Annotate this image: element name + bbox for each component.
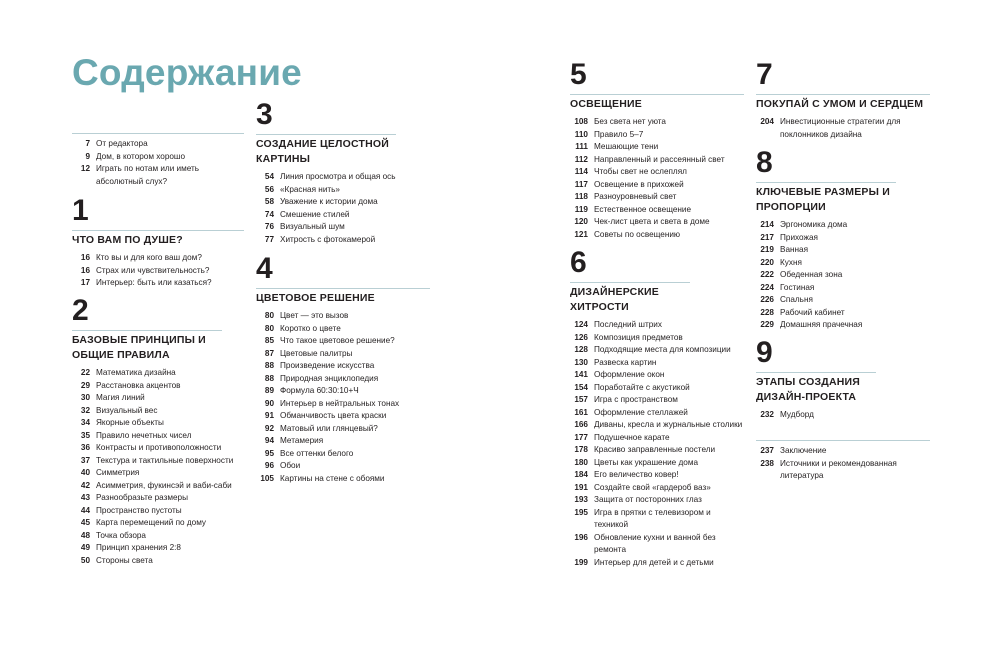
chapter-title: ЦВЕТОВОЕ РЕШЕНИЕ: [256, 288, 430, 310]
page-number: 16: [80, 265, 90, 275]
entry-title: Обои: [280, 461, 301, 470]
page-number: 42: [80, 480, 90, 490]
toc-entry: [72, 252, 244, 265]
page-number: 88: [264, 361, 274, 370]
entry-title: Природная энциклопедия: [280, 373, 379, 383]
toc-entry: [256, 323, 430, 336]
entry-title: Ванная: [780, 245, 809, 254]
entry-title: Направленный и рассеянный свет: [594, 154, 725, 164]
toc-entry: [756, 319, 930, 332]
entry-title: Спальня: [780, 295, 813, 304]
page-number: 29: [80, 380, 90, 390]
page-number: 32: [80, 405, 90, 415]
entry-title: Без света нет уюта: [594, 117, 666, 126]
entry-title: Подушечное карате: [594, 432, 670, 442]
toc-entry: [756, 219, 930, 232]
toc-entry: [570, 116, 744, 129]
toc-entry: [256, 460, 430, 473]
entry-title: Интерьер для детей и с детьми: [594, 557, 714, 567]
entry-title: Линия просмотра и общая ось: [280, 172, 396, 181]
entry-title: Защита от посторонних глаз: [594, 495, 702, 504]
page-number: 37: [80, 455, 90, 465]
toc-entry: [570, 204, 744, 217]
chapter-number: 3: [256, 98, 273, 131]
entry-title: Страх или чувствительность?: [96, 265, 210, 275]
toc-entry: [570, 494, 744, 507]
toc-entry: [756, 116, 930, 141]
entry-title: Принцип хранения 2:8: [96, 543, 181, 552]
toc-entry: [570, 154, 744, 167]
toc-entry: [256, 171, 430, 184]
toc-entry: [570, 394, 744, 407]
toc-entry: [570, 129, 744, 142]
toc-entry: [256, 234, 430, 247]
entry-title: Красиво заправленные постели: [594, 445, 716, 454]
page-number: 238: [760, 458, 774, 468]
page-title: Содержание: [72, 52, 302, 93]
chapter-number: 1: [72, 194, 89, 227]
page-number: 111: [575, 142, 588, 151]
toc-entry: [256, 348, 430, 361]
chapter-number: 5: [570, 58, 587, 91]
page-number: 232: [760, 410, 774, 419]
page-number: 224: [760, 282, 774, 292]
page-number: 74: [264, 209, 274, 219]
entry-title: Симметрия: [96, 468, 140, 477]
toc-entry: [256, 435, 430, 448]
page-number: 196: [574, 532, 588, 542]
toc-entry: [72, 138, 244, 151]
chapter-number: 7: [756, 58, 773, 91]
page-number: 118: [574, 192, 588, 201]
page-number: 87: [264, 348, 274, 358]
page-number: 114: [574, 167, 588, 176]
entry-title: Картины на стене с обоями: [280, 473, 385, 483]
entry-title: Кухня: [780, 257, 802, 267]
chapter-number: 6: [570, 246, 587, 279]
page-number: 157: [574, 395, 588, 404]
page-number: 12: [80, 164, 90, 173]
toc-list: [72, 367, 244, 567]
toc-entry: [256, 184, 430, 197]
page-number: 9: [85, 151, 90, 161]
entry-title: Пространство пустоты: [96, 505, 182, 515]
page-number: 80: [264, 311, 274, 320]
entry-title: Чтобы свет не ослеплял: [594, 167, 687, 176]
entry-title: Эргономика дома: [780, 220, 848, 229]
page-number: 91: [264, 411, 274, 420]
toc-entry: [570, 507, 744, 532]
page-number: 199: [574, 557, 588, 567]
toc-entry: [256, 221, 430, 234]
page-number: 105: [260, 473, 274, 483]
entry-title: Все оттенки белого: [280, 448, 354, 458]
chapter-number: 9: [756, 336, 773, 369]
entry-title: Хитрость с фотокамерой: [280, 234, 376, 244]
page-number: 130: [574, 357, 588, 367]
toc-entry: [72, 530, 244, 543]
page-number: 112: [574, 154, 588, 164]
entry-title: Визуальный вес: [96, 405, 158, 415]
entry-title: Игра с пространством: [594, 395, 678, 404]
entry-title: Что такое цветовое решение?: [280, 336, 395, 345]
page-number: 124: [574, 320, 588, 329]
page-number: 92: [264, 423, 274, 433]
toc-entry: [256, 423, 430, 436]
toc-list: [756, 445, 930, 483]
entry-title: Кто вы и для кого ваш дом?: [96, 253, 202, 262]
entry-title: Подходящие места для композиции: [594, 345, 731, 354]
page-number: 126: [574, 332, 588, 342]
toc-entry: [570, 344, 744, 357]
page-number: 228: [760, 307, 774, 317]
entry-title: Чек-лист цвета и света в доме: [594, 217, 710, 226]
page-number: 45: [80, 518, 90, 527]
toc-entry: [570, 407, 744, 420]
entry-title: Математика дизайна: [96, 368, 176, 377]
toc-chapter-6: [570, 248, 744, 569]
entry-title: Домашняя прачечная: [780, 320, 863, 329]
toc-entry: [570, 444, 744, 457]
page-number: 219: [760, 245, 774, 254]
toc-entry: [256, 360, 430, 373]
toc-entry: [570, 216, 744, 229]
toc-entry: [256, 335, 430, 348]
page-number: 121: [574, 229, 588, 239]
entry-title: Расстановка акцентов: [96, 380, 181, 390]
entry-title: Обманчивость цвета краски: [280, 411, 387, 420]
toc-entry: [756, 232, 930, 245]
entry-title: Поработайте с акустикой: [594, 382, 690, 392]
entry-title: Естественное освещение: [594, 204, 692, 214]
toc-entry: [72, 367, 244, 380]
toc-list: [756, 409, 930, 422]
toc-entry: [570, 229, 744, 242]
toc-entry: [256, 448, 430, 461]
entry-title: Визуальный шум: [280, 222, 345, 231]
page-number: 229: [760, 320, 774, 329]
chapter-title: ПОКУПАЙ С УМОМ И СЕРДЦЕМ: [756, 94, 930, 116]
toc-entry: [570, 482, 744, 495]
chapter-number: 4: [256, 252, 273, 285]
toc-entry: [72, 555, 244, 568]
toc-list: [756, 219, 930, 332]
toc-list: [72, 252, 244, 290]
toc-entry: [756, 307, 930, 320]
page-number: 154: [574, 382, 588, 392]
toc-entry: [72, 265, 244, 278]
page-number: 180: [574, 457, 588, 467]
toc-chapter-3: [256, 100, 430, 246]
toc-entry: [756, 257, 930, 270]
toc-chapter-8: [756, 148, 930, 332]
entry-title: Якорные объекты: [96, 418, 164, 427]
page-number: 217: [760, 232, 774, 242]
page-number: 94: [264, 436, 274, 445]
entry-title: Коротко о цвете: [280, 323, 341, 333]
page-number: 7: [85, 139, 90, 148]
page-number: 193: [574, 495, 588, 504]
toc-entry: [570, 179, 744, 192]
toc-entry: [72, 151, 244, 164]
page-number: 89: [264, 386, 274, 395]
page-number: 49: [80, 543, 90, 552]
page-number: 96: [264, 461, 274, 470]
entry-title: Освещение в прихожей: [594, 179, 684, 189]
page-number: 35: [80, 430, 90, 440]
toc-entry: [570, 532, 744, 557]
toc-entry: [256, 473, 430, 486]
page-number: 95: [264, 448, 274, 458]
entry-title: Разнообразьте размеры: [96, 493, 188, 502]
entry-title: Последний штрих: [594, 320, 662, 329]
entry-title: Цветовые палитры: [280, 348, 353, 358]
toc-entry: [756, 445, 930, 458]
toc-entry: [570, 369, 744, 382]
toc-entry: [570, 191, 744, 204]
chapter-number: 2: [72, 294, 89, 327]
entry-title: Его величество ковер!: [594, 470, 679, 479]
page-number: 77: [264, 234, 274, 244]
toc-entry: [72, 480, 244, 493]
toc-entry: [756, 409, 930, 422]
toc-entry: [256, 310, 430, 323]
page-number: 40: [80, 468, 90, 477]
entry-title: Развеска картин: [594, 357, 657, 367]
toc-entry: [72, 277, 244, 290]
page-number: 54: [264, 172, 274, 181]
page-number: 110: [574, 129, 588, 139]
toc-entry: [72, 442, 244, 455]
toc-entry: [570, 469, 744, 482]
toc-list: [756, 116, 930, 141]
page-number: 117: [574, 179, 588, 189]
entry-title: Обновление кухни и ванной без ремонта: [594, 532, 716, 554]
entry-title: Контрасты и противоположности: [96, 443, 222, 452]
entry-title: Текстура и тактильные поверхности: [96, 455, 234, 465]
entry-title: Источники и рекомендованная литература: [780, 458, 897, 480]
toc-entry: [72, 417, 244, 430]
entry-title: Цветы как украшение дома: [594, 457, 699, 467]
page-number: 184: [574, 470, 588, 479]
entry-title: Инвестиционные стратегии для поклонников дизайна: [780, 117, 901, 139]
page-number: 214: [760, 220, 774, 229]
page-number: 119: [574, 204, 588, 214]
chapter-title: ДИЗАЙНЕРСКИЕ ХИТРОСТИ: [570, 282, 690, 319]
toc-entry: [570, 382, 744, 395]
toc-chapter-9: [756, 338, 930, 422]
chapter-title: ОСВЕЩЕНИЕ: [570, 94, 744, 116]
entry-title: Композиция предметов: [594, 332, 683, 342]
toc-entry: [72, 467, 244, 480]
entry-title: Смешение стилей: [280, 209, 350, 219]
page-number: 58: [264, 197, 274, 206]
page-number: 191: [574, 482, 588, 492]
toc-entry: [256, 196, 430, 209]
toc-entry: [570, 419, 744, 432]
toc-chapter-5: [570, 60, 744, 241]
toc-entry: [570, 332, 744, 345]
toc-entry: [72, 430, 244, 443]
toc-entry: [72, 163, 244, 188]
chapter-title: ЧТО ВАМ ПО ДУШЕ?: [72, 230, 244, 252]
page-number: 76: [264, 222, 274, 231]
toc-entry: [570, 357, 744, 370]
toc-entry: [570, 557, 744, 570]
entry-title: От редактора: [96, 139, 148, 148]
entry-title: Оформление стеллажей: [594, 407, 688, 417]
toc-chapter-2: [72, 296, 244, 567]
page-number: 220: [760, 257, 774, 267]
entry-title: Заключение: [780, 446, 827, 455]
entry-title: Точка обзора: [96, 530, 146, 540]
toc-chapter-1: [72, 196, 244, 290]
page-number: 85: [264, 336, 274, 345]
toc-entry: [570, 141, 744, 154]
toc-entry: [756, 244, 930, 257]
entry-title: Оформление окон: [594, 370, 665, 379]
toc-list: [570, 116, 744, 241]
entry-title: Метамерия: [280, 436, 324, 445]
entry-title: Правило 5–7: [594, 129, 644, 139]
toc-entry: [72, 542, 244, 555]
toc-entry: [256, 410, 430, 423]
page-number: 161: [574, 407, 588, 417]
page-number: 226: [760, 295, 774, 304]
page-number: 222: [760, 270, 774, 279]
toc-entry: [756, 282, 930, 295]
page-number: 56: [264, 184, 274, 194]
entry-title: Интерьер в нейтральных тонах: [280, 398, 400, 408]
entry-title: «Красная нить»: [280, 184, 340, 194]
entry-title: Рабочий кабинет: [780, 307, 845, 317]
entry-title: Советы по освещению: [594, 229, 681, 239]
toc-intro: [72, 133, 244, 188]
page-number: 43: [80, 493, 90, 502]
entry-title: Диваны, кресла и журнальные столики: [594, 420, 743, 429]
entry-title: Асимметрия, фукинсэй и ваби-саби: [96, 480, 232, 490]
page-number: 108: [574, 117, 588, 126]
toc-list: [256, 310, 430, 485]
toc-entry: [756, 269, 930, 282]
entry-title: Прихожая: [780, 232, 818, 242]
entry-title: Матовый или глянцевый?: [280, 423, 378, 433]
entry-title: Карта перемещений по дому: [96, 518, 207, 527]
toc-entry: [72, 380, 244, 393]
page-number: 195: [574, 507, 588, 517]
chapter-title: КЛЮЧЕВЫЕ РАЗМЕРЫ И ПРОПОРЦИИ: [756, 182, 896, 219]
page-number: 80: [264, 323, 274, 333]
toc-entry: [256, 373, 430, 386]
entry-title: Мешающие тени: [594, 142, 659, 151]
toc-list: [570, 319, 744, 569]
entry-title: Магия линий: [96, 393, 145, 402]
page-number: 90: [264, 398, 274, 408]
page-number: 48: [80, 530, 90, 540]
entry-title: Дом, в котором хорошо: [96, 151, 186, 161]
toc-entry: [256, 385, 430, 398]
page-number: 50: [80, 555, 90, 565]
page-number: 16: [80, 253, 90, 262]
page-number: 44: [80, 505, 90, 515]
toc-chapter-4: [256, 254, 430, 485]
toc-entry: [570, 457, 744, 470]
toc-entry: [72, 492, 244, 505]
page-number: 34: [80, 418, 90, 427]
toc-entry: [256, 209, 430, 222]
toc-entry: [72, 455, 244, 468]
toc-entry: [570, 319, 744, 332]
entry-title: Цвет — это вызов: [280, 311, 349, 320]
entry-title: Гостиная: [780, 282, 815, 292]
toc-entry: [72, 392, 244, 405]
entry-title: Игра в прятки с телевизором и техникой: [594, 507, 711, 529]
toc-entry: [72, 505, 244, 518]
toc-entry: [72, 405, 244, 418]
page-number: 128: [574, 345, 588, 354]
chapter-title: ЭТАПЫ СОЗДАНИЯ ДИЗАЙН-ПРОЕКТА: [756, 372, 876, 409]
chapter-title: БАЗОВЫЕ ПРИНЦИПЫ И ОБЩИЕ ПРАВИЛА: [72, 330, 222, 367]
page-number: 120: [574, 217, 588, 226]
entry-title: Произведение искусства: [280, 361, 375, 370]
toc-list: [256, 171, 430, 246]
entry-title: Интерьер: быть или казаться?: [96, 278, 212, 287]
chapter-number: 8: [756, 146, 773, 179]
entry-title: Формула 60:30:10+Ч: [280, 386, 359, 395]
toc-entry: [72, 517, 244, 530]
entry-title: Стороны света: [96, 555, 153, 565]
page-number: 30: [80, 393, 90, 402]
page-number: 88: [264, 373, 274, 383]
toc-chapter-7: [756, 60, 930, 141]
page-number: 36: [80, 443, 90, 452]
page-number: 204: [760, 117, 774, 126]
entry-title: Создайте свой «гардероб ваз»: [594, 482, 711, 492]
entry-title: Мудборд: [780, 410, 814, 419]
entry-title: Разноуровневый свет: [594, 192, 677, 201]
entry-title: Правило нечетных чисел: [96, 430, 192, 440]
entry-title: Обеденная зона: [780, 270, 843, 279]
toc-entry: [256, 398, 430, 411]
toc-entry: [570, 166, 744, 179]
toc-entry: [756, 294, 930, 307]
page-number: 17: [80, 278, 90, 287]
toc-entry: [756, 458, 930, 483]
page-number: 141: [574, 370, 588, 379]
page-number: 177: [574, 432, 588, 442]
entry-title: Играть по нотам или иметь абсолютный слух?: [96, 164, 200, 186]
entry-title: Уважение к истории дома: [280, 197, 378, 206]
page-number: 237: [760, 446, 774, 455]
toc-outro: [756, 440, 930, 483]
page-number: 22: [80, 368, 90, 377]
page-number: 166: [574, 420, 588, 429]
page-number: 178: [574, 445, 588, 454]
toc-entry: [570, 432, 744, 445]
toc-list: [72, 138, 244, 188]
chapter-title: СОЗДАНИЕ ЦЕЛОСТНОЙ КАРТИНЫ: [256, 134, 396, 171]
